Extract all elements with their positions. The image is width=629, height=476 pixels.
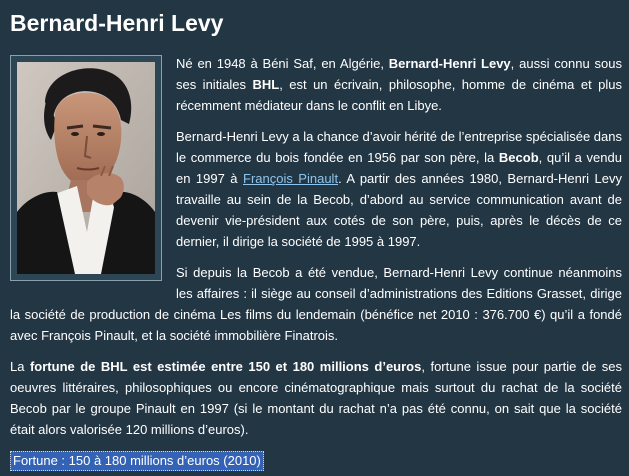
text-segment: Né en 1948 à Béni Saf, en Algérie, [176, 56, 389, 71]
portrait-frame [10, 55, 162, 281]
portrait-photo [17, 62, 155, 274]
text-segment: Bernard-Henri Levy a la chance d’avoir hérité de l’entreprise spécialisée dans le commerce du bois fondée en 1956 par son père, la [176, 129, 622, 165]
text-segment: La [10, 359, 30, 374]
text-segment: , qu’il a vendu en 1997 à [176, 150, 622, 186]
bold-name: Bernard-Henri Levy [388, 56, 511, 71]
text-segment: . A partir des années 1980, Bernard-Henri Levy travaille au sein de la Becob, d’abord au service communication avant de devenir vie-président aux cotés de son père, puis, après le décès de ce dernier, il dirige la société de 1995 à 1997. [176, 171, 622, 249]
bold-fortune: fortune de BHL est estimée entre 150 et 180 millions d’euros [29, 359, 422, 374]
text-segment: , est un écrivain, philosophe, homme de cinéma et plus récemment médiateur dans le conflit en Libye. [176, 77, 623, 113]
paragraph-fortune [10, 356, 622, 440]
bold-initials: BHL [252, 77, 280, 92]
text-segment: , fortune issue pour partie de ses oeuvres littéraires, philosophiques ou encore cinématographique mais surtout du rachat de la société Becob par le groupe Pinault en 1997 (si le montant du rachat n’a pas été connu, on sait que la société était alors valorisée 120 millions d’euros). [10, 359, 622, 437]
article-body [10, 53, 622, 471]
text-segment: Si depuis la Becob a été vendue, Bernard-Henri Levy continue néanmoins les affaires : il siège au conseil d’administrations des Editions Grasset, dirige la société de production de cinéma Les films du lendemain (bénéfice net 2010 : 376.700 €) qu’il a fondé avec François Pinault, et la société immobilière Finatrois. [10, 265, 622, 343]
fortune-summary [10, 450, 622, 471]
portrait-image [17, 62, 155, 274]
bold-company: Becob [498, 150, 539, 165]
text-segment: , aussi connu sous ses initiales [176, 56, 622, 92]
link-francois-pinault[interactable]: François Pinault [243, 171, 339, 186]
page-title: Bernard-Henri Levy [10, 10, 224, 36]
fortune-highlight[interactable]: Fortune : 150 à 180 millions d’euros (2010) [10, 451, 264, 471]
